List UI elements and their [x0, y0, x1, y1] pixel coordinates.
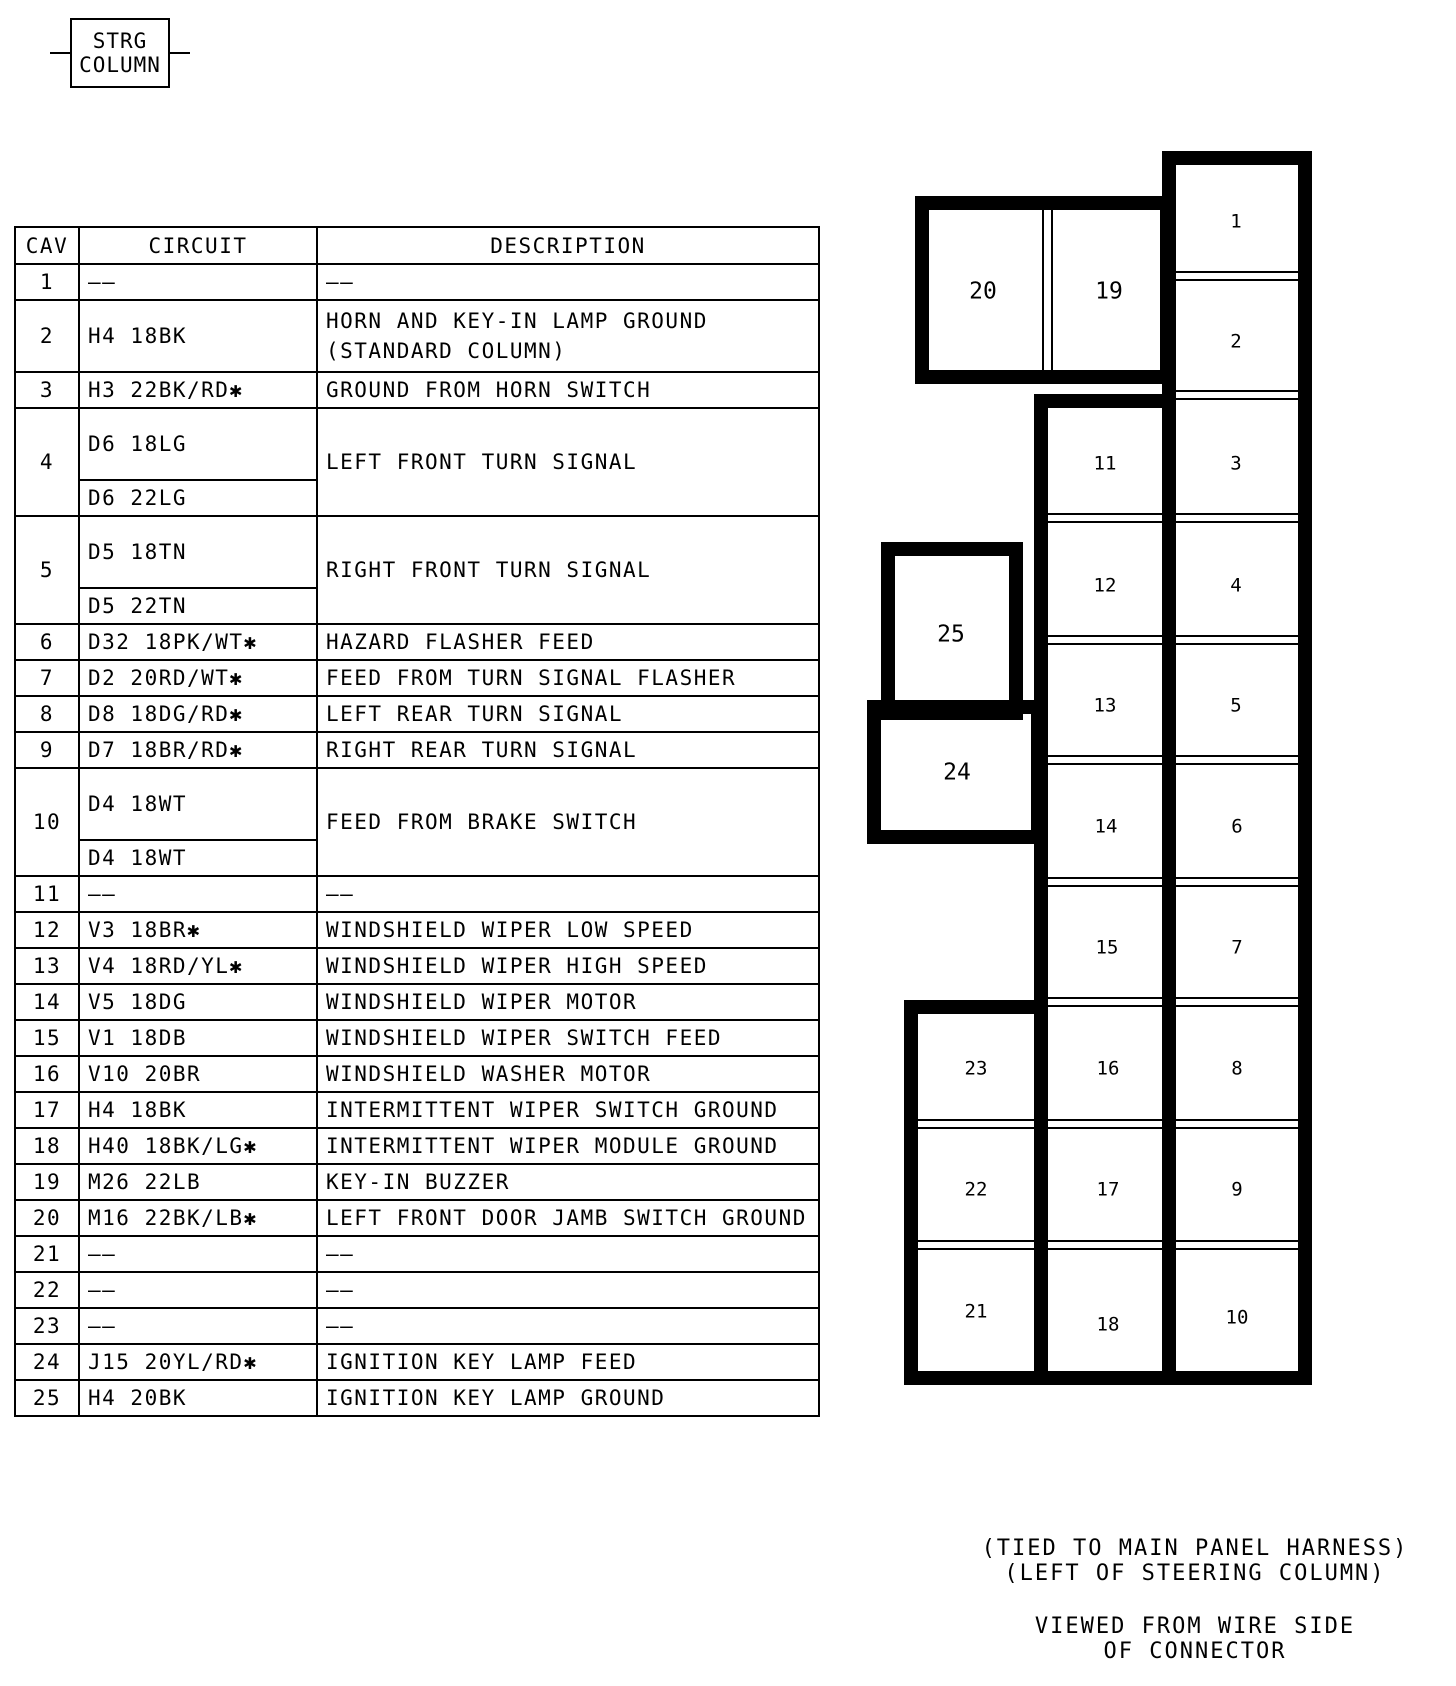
circuit-code: H3 22BK/RD✱	[79, 372, 317, 408]
description-line: IGNITION KEY LAMP GROUND	[326, 1386, 666, 1410]
circuit-code: D5 22TN	[79, 588, 317, 624]
description-line: LEFT REAR TURN SIGNAL	[326, 702, 624, 726]
description-line: FEED FROM TURN SIGNAL FLASHER	[326, 666, 737, 690]
circuit-code: D8 18DG/RD✱	[79, 696, 317, 732]
circuit-code: V3 18BR✱	[79, 912, 317, 948]
circuit-code: H40 18BK/LG✱	[79, 1128, 317, 1164]
circuit-code: V4 18RD/YL✱	[79, 948, 317, 984]
cavity-label: 7	[1231, 936, 1243, 959]
description-line: RIGHT FRONT TURN SIGNAL	[326, 558, 652, 582]
description-line: INTERMITTENT WIPER SWITCH GROUND	[326, 1098, 779, 1122]
cavity-label: 2	[1230, 330, 1242, 353]
circuit-code: V1 18DB	[79, 1020, 317, 1056]
circuit-code: V10 20BR	[79, 1056, 317, 1092]
cavity-number: 21	[15, 1236, 79, 1272]
circuit-code: D7 18BR/RD✱	[79, 732, 317, 768]
caption-line3: VIEWED FROM WIRE SIDE	[1034, 1614, 1356, 1639]
cavity-number: 12	[15, 912, 79, 948]
column-header-circuit: CIRCUIT	[79, 227, 317, 264]
cavity-number: 5	[15, 516, 79, 624]
description-line: ——	[326, 1242, 355, 1266]
cavity-label: 8	[1231, 1057, 1243, 1080]
description-line: ——	[326, 1314, 355, 1338]
caption-line1: (TIED TO MAIN PANEL HARNESS)	[981, 1536, 1409, 1561]
cavity-label: 3	[1230, 452, 1242, 475]
cavity-label: 15	[1095, 936, 1119, 959]
cavity-label: 20	[969, 278, 997, 305]
circuit-code: D5 18TN	[79, 516, 317, 588]
circuit-code: M26 22LB	[79, 1164, 317, 1200]
cavity-number: 14	[15, 984, 79, 1020]
cavity-number: 24	[15, 1344, 79, 1380]
cavity-label: 21	[964, 1300, 988, 1323]
circuit-code: H4 20BK	[79, 1380, 317, 1416]
description-line: RIGHT REAR TURN SIGNAL	[326, 738, 638, 762]
description-line: KEY-IN BUZZER	[326, 1170, 510, 1194]
description-line: HAZARD FLASHER FEED	[326, 630, 595, 654]
cavity-label: 17	[1096, 1178, 1120, 1201]
cavity-number: 11	[15, 876, 79, 912]
circuit-code: M16 22BK/LB✱	[79, 1200, 317, 1236]
circuit-code: D6 22LG	[79, 480, 317, 516]
circuit-code: D2 20RD/WT✱	[79, 660, 317, 696]
circuit-code: D32 18PK/WT✱	[79, 624, 317, 660]
circuit-code: H4 18BK	[79, 1092, 317, 1128]
connector-title-line1: STRG	[92, 29, 148, 53]
cavity-label: 22	[964, 1178, 988, 1201]
circuit-code: ——	[79, 1236, 317, 1272]
circuit-code: D6 18LG	[79, 408, 317, 480]
cavity-number: 17	[15, 1092, 79, 1128]
cavity-number: 25	[15, 1380, 79, 1416]
cavity-label: 18	[1096, 1313, 1120, 1336]
description-line: IGNITION KEY LAMP FEED	[326, 1350, 638, 1374]
cavity-number: 2	[15, 300, 79, 372]
description-line: GROUND FROM HORN SWITCH	[326, 378, 652, 402]
cavity-number: 18	[15, 1128, 79, 1164]
column-header-cav: CAV	[15, 227, 79, 264]
cavity-label: 4	[1230, 574, 1242, 597]
circuit-code: V5 18DG	[79, 984, 317, 1020]
description-line: WINDSHIELD WIPER SWITCH FEED	[326, 1026, 723, 1050]
cavity-label: 16	[1096, 1057, 1120, 1080]
cavity-label: 5	[1230, 694, 1242, 717]
description-line: ——	[326, 882, 355, 906]
cavity-number: 9	[15, 732, 79, 768]
cavity-label: 19	[1095, 278, 1123, 305]
description-line: WINDSHIELD WASHER MOTOR	[326, 1062, 652, 1086]
cavity-number: 10	[15, 768, 79, 876]
description-line: INTERMITTENT WIPER MODULE GROUND	[326, 1134, 779, 1158]
cavity-number: 3	[15, 372, 79, 408]
description-line: WINDSHIELD WIPER MOTOR	[326, 990, 638, 1014]
cavity-label: 1	[1230, 210, 1242, 233]
description-line: WINDSHIELD WIPER LOW SPEED	[326, 918, 694, 942]
cavity-label: 24	[943, 759, 971, 786]
description-line: FEED FROM BRAKE SWITCH	[326, 810, 638, 834]
cavity-number: 4	[15, 408, 79, 516]
column-header-description: DESCRIPTION	[317, 227, 819, 264]
description-line: ——	[326, 270, 355, 294]
cavity-label: 25	[937, 621, 965, 648]
circuit-code: ——	[79, 876, 317, 912]
circuit-code: D4 18WT	[79, 768, 317, 840]
description-line: HORN AND KEY-IN LAMP GROUND	[326, 309, 708, 333]
cavity-number: 16	[15, 1056, 79, 1092]
circuit-code: ——	[79, 1308, 317, 1344]
circuit-code: J15 20YL/RD✱	[79, 1344, 317, 1380]
caption-line2: (LEFT OF STEERING COLUMN)	[1004, 1561, 1386, 1586]
cavity-number: 7	[15, 660, 79, 696]
description-line: (STANDARD COLUMN)	[326, 339, 567, 363]
description-line: WINDSHIELD WIPER HIGH SPEED	[326, 954, 708, 978]
caption-view	[960, 1614, 1430, 1664]
circuit-code: H4 18BK	[79, 300, 317, 372]
circuit-code: D4 18WT	[79, 840, 317, 876]
connector-block-middle-column	[1041, 401, 1169, 1378]
description-line: LEFT FRONT DOOR JAMB SWITCH GROUND	[326, 1206, 807, 1230]
circuit-code: ——	[79, 264, 317, 300]
cavity-number: 1	[15, 264, 79, 300]
cavity-number: 8	[15, 696, 79, 732]
circuit-code: ——	[79, 1272, 317, 1308]
cavity-number: 6	[15, 624, 79, 660]
cavity-number: 23	[15, 1308, 79, 1344]
cavity-number: 13	[15, 948, 79, 984]
description-line: LEFT FRONT TURN SIGNAL	[326, 450, 638, 474]
cavity-label: 6	[1231, 815, 1243, 838]
cavity-number: 15	[15, 1020, 79, 1056]
cavity-label: 12	[1093, 574, 1117, 597]
cavity-label: 10	[1225, 1306, 1249, 1329]
cavity-number: 22	[15, 1272, 79, 1308]
cavity-label: 23	[964, 1057, 988, 1080]
connector-title-line2: COLUMN	[79, 53, 161, 77]
caption-harness	[960, 1536, 1430, 1586]
caption-line4: OF CONNECTOR	[1103, 1639, 1287, 1664]
cavity-label: 13	[1093, 694, 1117, 717]
cavity-label: 14	[1094, 815, 1118, 838]
cavity-number: 19	[15, 1164, 79, 1200]
cavity-number: 20	[15, 1200, 79, 1236]
connector-block-top-pair	[922, 203, 1167, 377]
cavity-label: 9	[1231, 1178, 1243, 1201]
cavity-label: 11	[1093, 452, 1117, 475]
description-line: ——	[326, 1278, 355, 1302]
